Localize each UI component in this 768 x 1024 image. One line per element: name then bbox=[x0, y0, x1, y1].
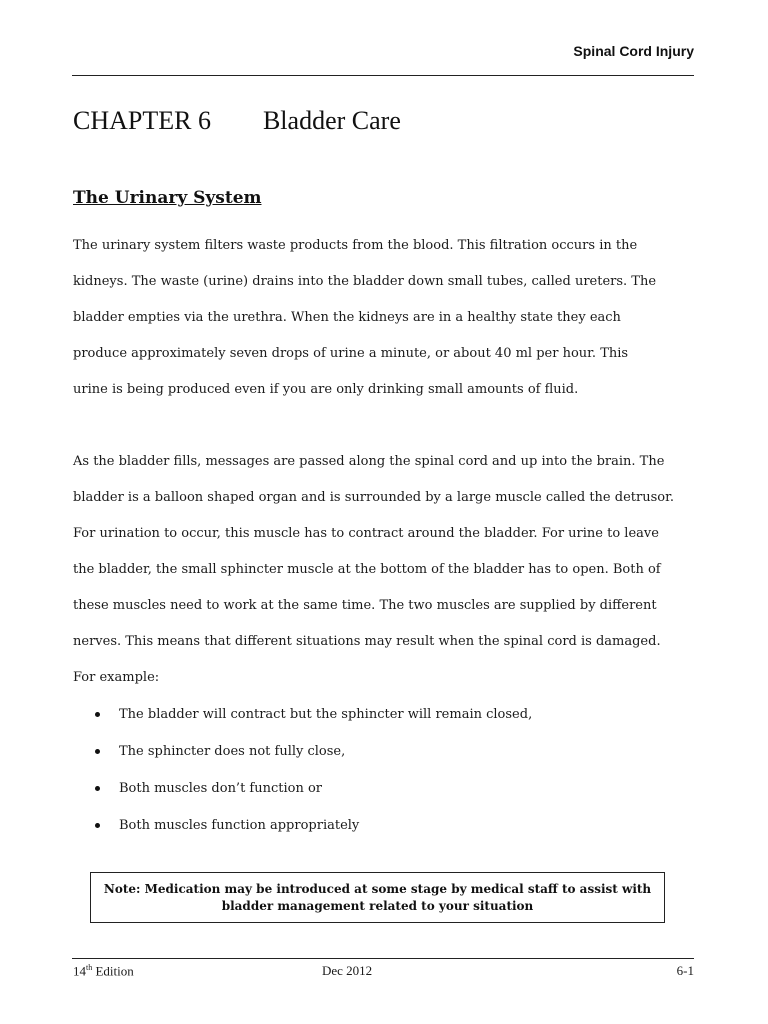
example-list bbox=[93, 700, 532, 848]
chapter-title: Bladder Care bbox=[262, 106, 401, 135]
paragraph-line: The urinary system filters waste products from the blood. This filtration occurs in the bbox=[73, 238, 638, 253]
note-box bbox=[90, 872, 665, 923]
header-rule bbox=[72, 75, 694, 76]
list-item-text: The sphincter does not fully close, bbox=[119, 744, 346, 759]
paragraph-line: nerves. This means that different situations may result when the spinal cord is damaged. bbox=[73, 634, 661, 649]
paragraph-2 bbox=[73, 444, 698, 696]
footer-edition bbox=[73, 963, 134, 979]
note-line-1: Note: Medication may be introduced at some stage by medical staff to assist with bbox=[103, 881, 652, 896]
paragraph-line: the bladder, the small sphincter muscle at the bottom of the bladder has to open. Both of bbox=[73, 562, 661, 577]
note-line-2: bladder management related to your situation bbox=[221, 898, 534, 913]
chapter-heading bbox=[73, 106, 401, 136]
edition-suffix: th bbox=[86, 963, 93, 972]
chapter-number: CHAPTER 6 bbox=[73, 106, 211, 135]
edition-number: 14 bbox=[73, 963, 86, 979]
bullet-icon bbox=[95, 823, 100, 828]
footer-rule bbox=[72, 958, 694, 959]
running-header: Spinal Cord Injury bbox=[573, 43, 694, 59]
paragraph-line: urine is being produced even if you are only drinking small amounts of fluid. bbox=[73, 382, 579, 397]
list-item bbox=[93, 737, 532, 774]
bullet-icon bbox=[95, 712, 100, 717]
edition-word: Edition bbox=[95, 963, 134, 979]
list-item-text: Both muscles don’t function or bbox=[119, 781, 323, 796]
list-item bbox=[93, 811, 532, 848]
paragraph-line: As the bladder fills, messages are passed along the spinal cord and up into the brain. The bbox=[73, 454, 665, 469]
paragraph-line: For urination to occur, this muscle has to contract around the bladder. For urine to leave bbox=[73, 526, 659, 541]
paragraph-line: produce approximately seven drops of urine a minute, or about 40 ml per hour. This bbox=[73, 346, 629, 361]
list-item-text: Both muscles function appropriately bbox=[119, 818, 360, 833]
list-item bbox=[93, 700, 532, 737]
bullet-icon bbox=[95, 749, 100, 754]
paragraph-line: these muscles need to work at the same time. The two muscles are supplied by different bbox=[73, 598, 657, 613]
list-item bbox=[93, 774, 532, 811]
section-title: The Urinary System bbox=[73, 188, 262, 208]
paragraph-1 bbox=[73, 228, 698, 408]
paragraph-line: bladder empties via the urethra. When the kidneys are in a healthy state they each bbox=[73, 310, 621, 325]
bullet-icon bbox=[95, 786, 100, 791]
paragraph-line: bladder is a balloon shaped organ and is surrounded by a large muscle called the detrusor. bbox=[73, 490, 674, 505]
paragraph-line: For example: bbox=[73, 670, 160, 685]
paragraph-line: kidneys. The waste (urine) drains into the bladder down small tubes, called ureters. The bbox=[73, 274, 657, 289]
list-item-text: The bladder will contract but the sphincter will remain closed, bbox=[119, 707, 533, 722]
footer-date: Dec 2012 bbox=[322, 963, 373, 978]
page-number: 6-1 bbox=[676, 963, 694, 978]
